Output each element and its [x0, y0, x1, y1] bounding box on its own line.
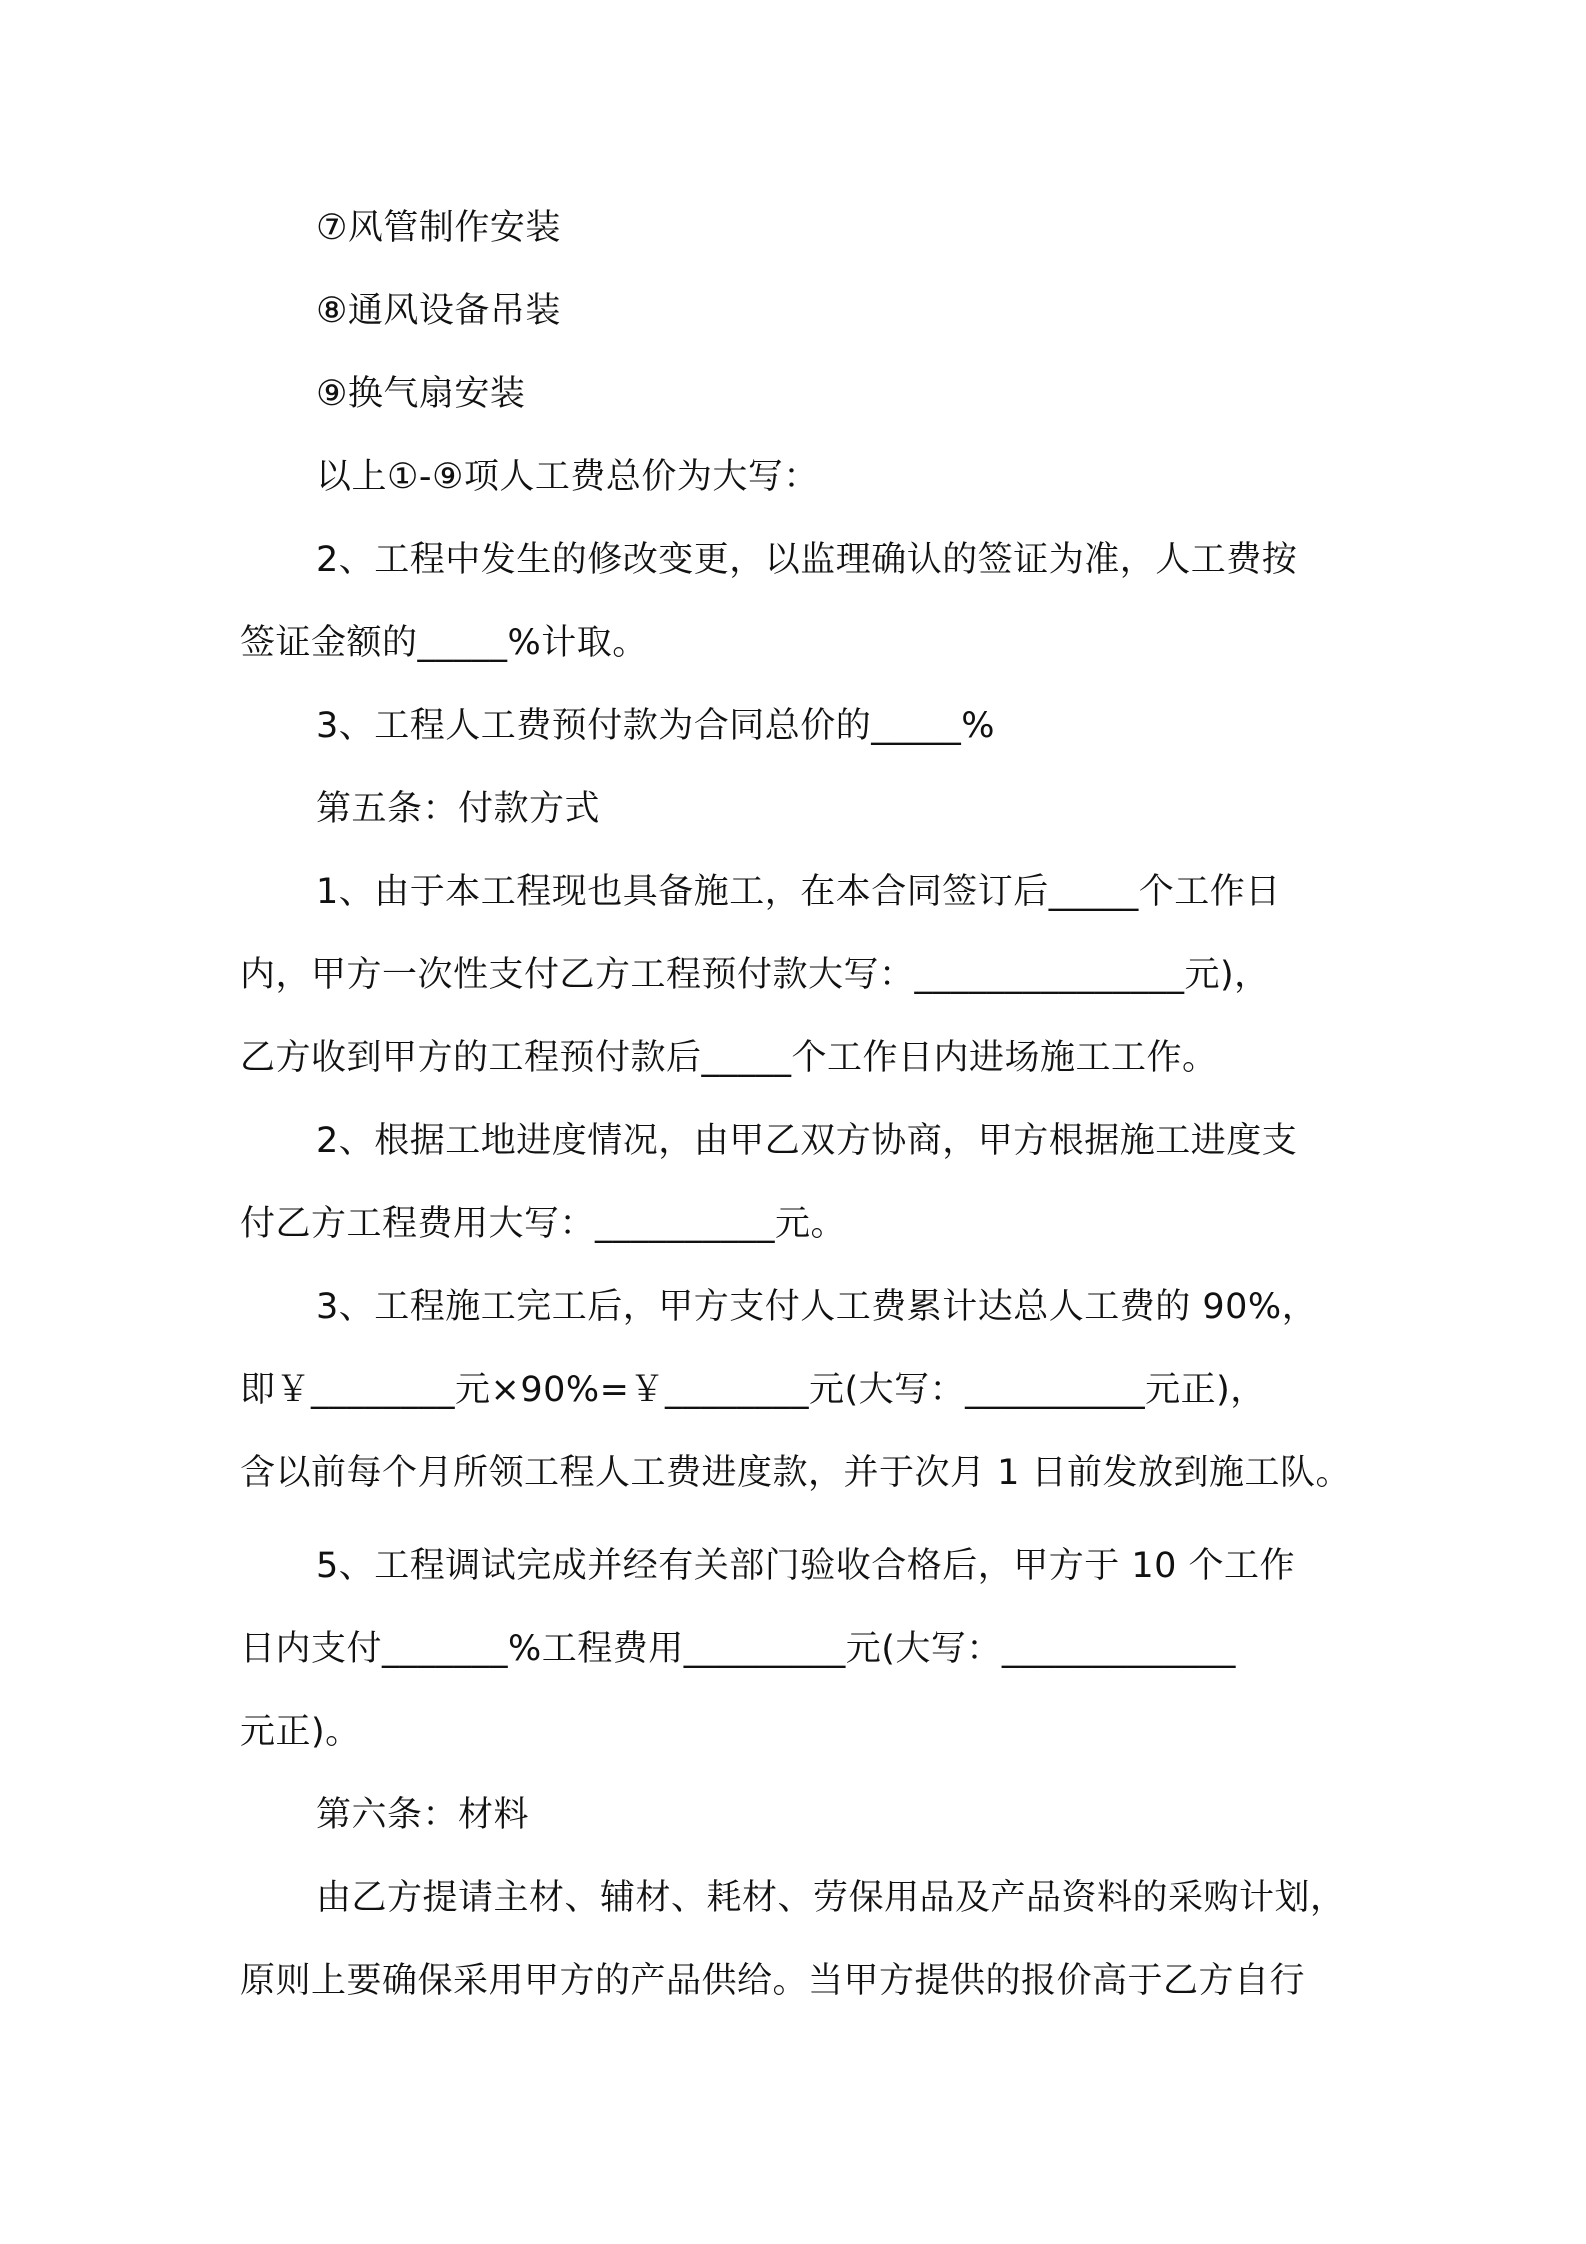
item-7: ⑦风管制作安装: [316, 208, 561, 248]
payment-2-line-1: 2、根据工地进度情况，由甲乙双方协商，甲方根据施工进度支: [316, 1121, 1298, 1161]
payment-3-line-1: 3、工程施工完工后，甲方支付人工费累计达总人工费的 90%，: [316, 1287, 1318, 1327]
clause-3-line: 3、工程人工费预付款为合同总价的_____%: [316, 706, 996, 746]
clause-2-line-1: 2、工程中发生的修改变更，以监理确认的签证为准，人工费按: [316, 540, 1298, 580]
payment-5-line-1: 5、工程调试完成并经有关部门验收合格后，甲方于 10 个工作: [316, 1546, 1296, 1586]
article-6-heading: 第六条：材料: [316, 1795, 530, 1835]
materials-line-2: 原则上要确保采用甲方的产品供给。当甲方提供的报价高于乙方自行: [240, 1961, 1306, 2001]
payment-2-line-2: 付乙方工程费用大写：__________元。: [240, 1204, 847, 1244]
payment-1-line-1: 1、由于本工程现也具备施工，在本合同签订后_____个工作日: [316, 872, 1281, 912]
item-9: ⑨换气扇安装: [316, 374, 526, 414]
payment-5-line-2: 日内支付_______%工程费用_________元(大写：_____________: [240, 1629, 1236, 1669]
payment-5-line-3: 元正)。: [240, 1712, 361, 1752]
clause-2-line-2: 签证金额的_____%计取。: [240, 623, 648, 663]
payment-3-line-2: 即￥________元×90%=￥________元(大写：__________元正)，: [240, 1370, 1266, 1410]
labor-total-line: 以上①-⑨项人工费总价为大写：: [316, 457, 819, 497]
payment-3-line-3: 含以前每个月所领工程人工费进度款，并于次月 1 日前发放到施工队。: [240, 1453, 1352, 1493]
item-8: ⑧通风设备吊装: [316, 291, 561, 331]
payment-1-line-3: 乙方收到甲方的工程预付款后_____个工作日内进场施工工作。: [240, 1038, 1218, 1078]
article-5-heading: 第五条：付款方式: [316, 789, 601, 829]
materials-line-1: 由乙方提请主材、辅材、耗材、劳保用品及产品资料的采购计划，: [316, 1878, 1346, 1918]
payment-1-line-2: 内，甲方一次性支付乙方工程预付款大写：_______________元)，: [240, 955, 1270, 995]
